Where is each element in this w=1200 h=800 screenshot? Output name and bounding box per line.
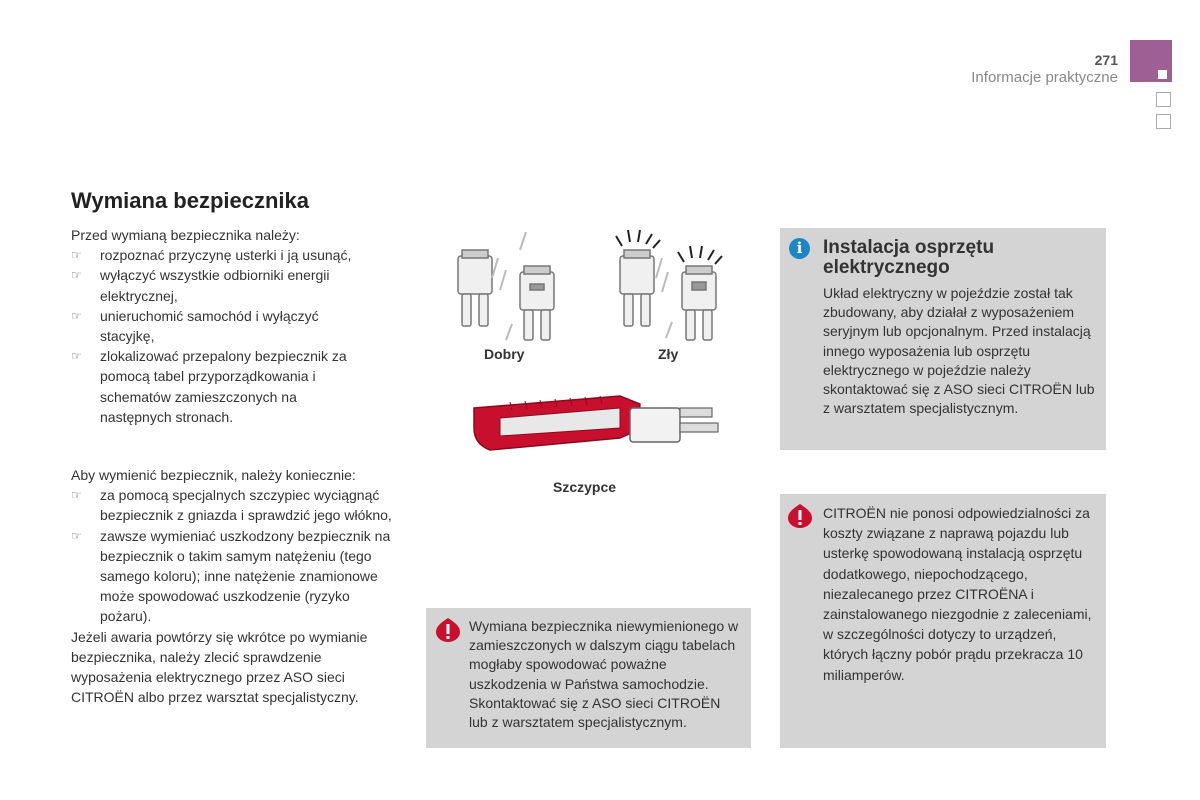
electrical-accessories-info-box — [780, 228, 1106, 450]
warning-icon — [436, 618, 460, 642]
bad-fuse-caption: Zły — [658, 346, 679, 362]
list-item: ☞ unieruchomić samochód i wyłączyć stacyjkę, — [71, 306, 396, 346]
chapter-tab-box — [1156, 92, 1171, 107]
closing-text: Jeżeli awaria powtórzy się wkrótce po wymianie bezpiecznika, należy zlecić sprawdzenie wyposażenia elektrycznego przez ASO sieci CITROËN albo przez warsztat specjalistyczny. — [71, 628, 368, 706]
page-title: Wymiana bezpiecznika — [71, 188, 310, 213]
list-item: ☞ rozpoznać przyczynę usterki i ją usunąć, — [71, 245, 396, 265]
fuse-warning-text: Wymiana bezpiecznika niewymienionego w zamieszczonych w dalszym ciągu tabelach mogłaby spowodować poważne uszkodzenia w Państwa samochodzie. Skontaktować się z ASO sieci CITROËN lub z warsztatem specjalistycznym. — [469, 618, 739, 731]
good-fuse-icon — [520, 266, 554, 340]
good-fuse-icon — [458, 250, 492, 326]
info-box-text: Układ elektryczny w pojeździe został tak zbudowany, aby działał z wyposażeniem seryjnym lub opcjonalnym. Przed instalacją innego wyposażenia lub osprzętu elektrycznego w pojeździe należy skontaktować się z ASO sieci CITROËN lub z warsztatem specjalistycznym. — [823, 285, 1095, 417]
info-box-title: Instalacja osprzętu elektrycznego — [823, 237, 995, 278]
list-item: ☞ zawsze wymieniać uszkodzony bezpiecznik na bezpiecznik o takim samym natężeniu (tego samego koloru); inne natężenie znamionowe może spowodować uszkodzenie (ryzyko pożaru). — [71, 526, 401, 627]
pliers-illustration — [470, 378, 730, 468]
list-item: ☞ zlokalizować przepalony bezpiecznik za pomocą tabel przyporządkowania i schematów zamieszczonych na następnych stronach. — [71, 346, 396, 427]
good-fuse-caption: Dobry — [484, 346, 525, 362]
liability-warning-box — [780, 494, 1106, 748]
replace-intro: Aby wymienić bezpiecznik, należy koniecznie: — [71, 467, 356, 483]
liability-warning-text: CITROËN nie ponosi odpowiedzialności za koszty związane z naprawą pojazdu lub usterkę spowodowaną instalacją osprzętu dodatkowego, niepochodzącego, niezalecanego przez CITROËNA i zainstalowanego niezgodnie z zaleceniami, w szczególności dotyczy to urządzeń, których łączny pobór prądu przekracza 10 miliamperów. — [823, 505, 1092, 683]
bad-fuse-icon — [682, 266, 716, 340]
info-icon: i — [789, 238, 810, 259]
list-item: ☞ wyłączyć wszystkie odbiorniki energii elektrycznej, — [71, 265, 396, 305]
pliers-caption: Szczypce — [553, 479, 617, 495]
replace-steps-list — [71, 485, 401, 626]
section-title: Informacje praktyczne — [971, 69, 1118, 86]
replacement-section — [71, 465, 401, 707]
before-steps-list — [71, 245, 396, 427]
list-item: ☞ za pomocą specjalnych szczypiec wyciągnąć bezpiecznik z gniazda i sprawdzić jego włókno, — [71, 485, 401, 525]
pliers-icon — [474, 396, 718, 450]
warning-icon — [788, 504, 812, 528]
chapter-tab-marker — [1158, 70, 1167, 79]
fuse-warning-box — [426, 608, 751, 748]
before-intro: Przed wymianą bezpiecznika należy: — [71, 227, 300, 243]
page-number: 271 — [1094, 52, 1118, 68]
chapter-tab-box — [1156, 114, 1171, 129]
bad-fuse-icon — [620, 250, 654, 326]
before-replacement-section — [71, 225, 396, 427]
fuse-good-bad-illustration — [440, 228, 740, 343]
